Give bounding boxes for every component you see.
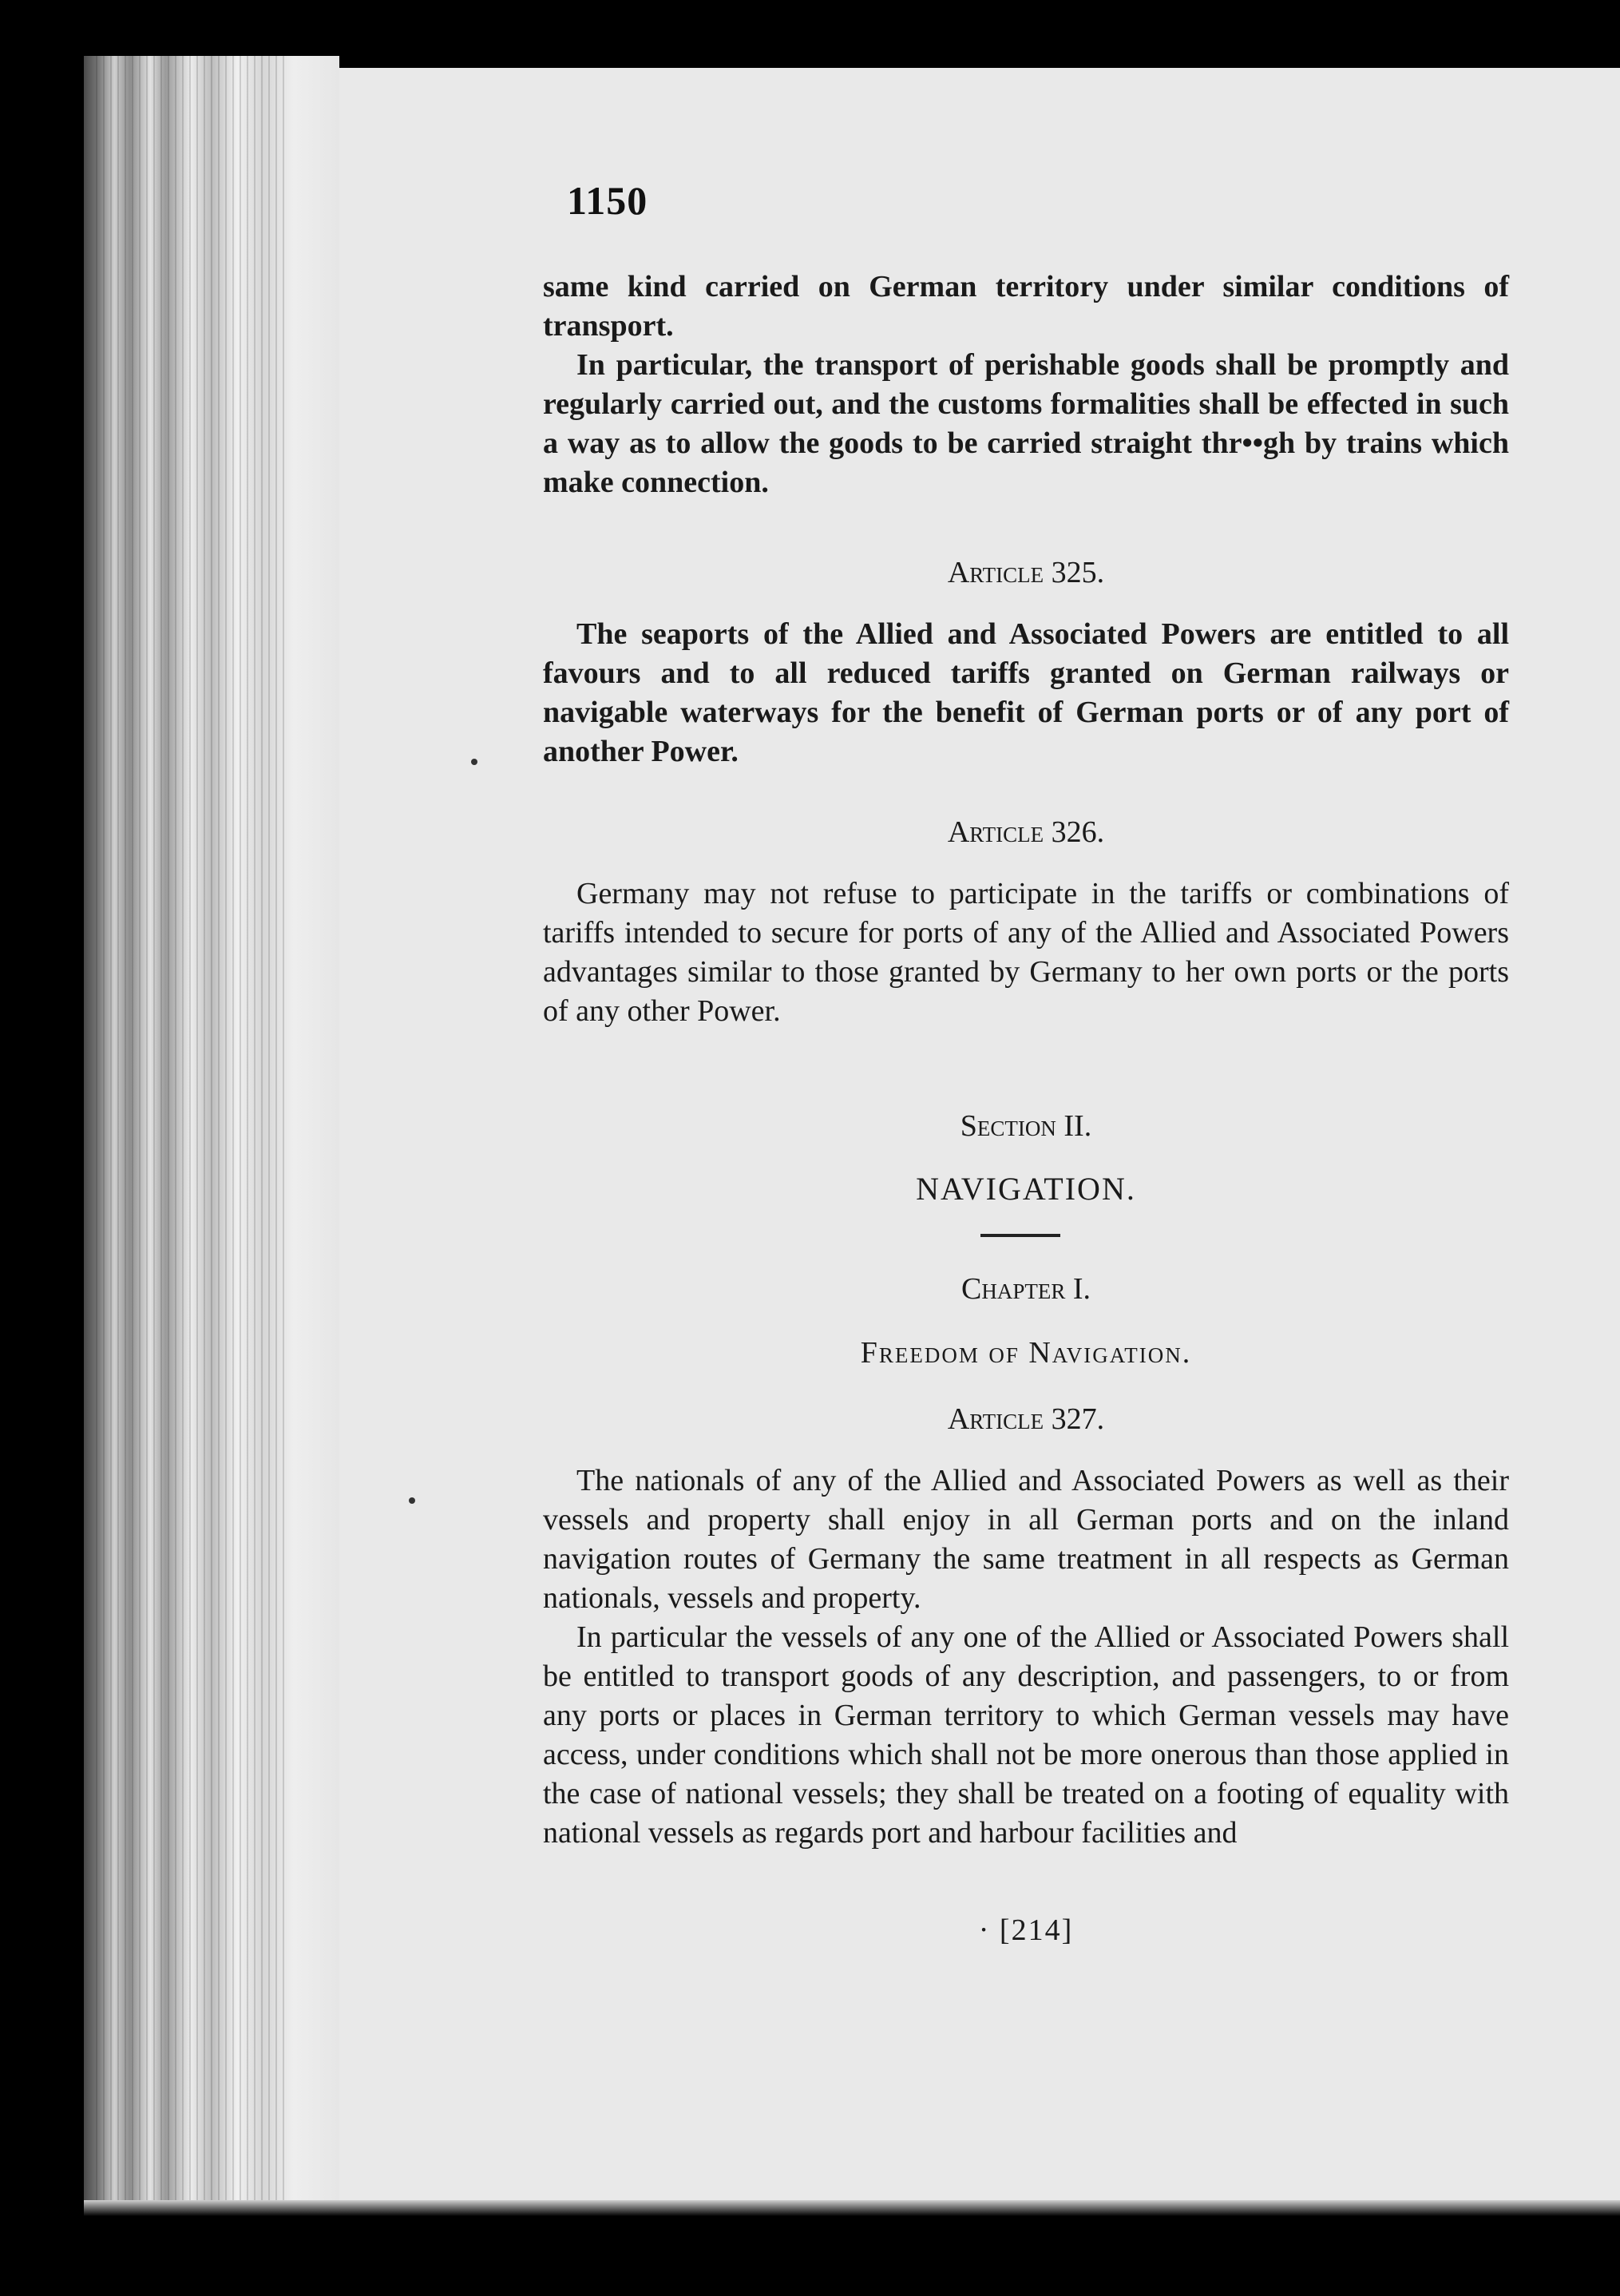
section-heading: Section II. bbox=[960, 1109, 1092, 1143]
article-325-heading: Article 325. bbox=[947, 556, 1105, 589]
speck bbox=[409, 1497, 415, 1504]
paragraph: The nationals of any of the Allied and Associated Powers as well as their vessels and property shall enjoy in all German ports and on the inland navigation routes of Germany the same treatment in all respects as German nationals, vessels and property. bbox=[543, 1464, 1509, 1615]
page-edges bbox=[96, 56, 287, 2208]
chapter-heading: Chapter I. bbox=[961, 1272, 1091, 1306]
article-326-heading: Article 326. bbox=[947, 815, 1105, 849]
paragraph: Germany may not refuse to participate in the tariffs or combinations of tariffs intended to secure for ports of any of the Allied and Associated Powers advantages similar to those granted by Germany to her own ports or the ports of any other Power. bbox=[543, 877, 1509, 1028]
divider bbox=[980, 1234, 1060, 1237]
chapter-title: Freedom of Navigation. bbox=[860, 1336, 1192, 1370]
paragraph: In particular, the transport of perishable goods shall be promptly and regularly carried out, and the customs formalities shall be effected in such a way as to allow the goods to be carried straight thr••gh by trains which make connection. bbox=[543, 348, 1509, 499]
article-327-text bbox=[543, 1461, 1509, 1853]
page-shadow bbox=[84, 2200, 1620, 2216]
opening-text bbox=[543, 268, 1509, 502]
page-footer: · [214] bbox=[978, 1913, 1074, 1947]
article-325-text bbox=[543, 615, 1509, 771]
article-327-heading: Article 327. bbox=[947, 1402, 1105, 1436]
page-number: 1150 bbox=[567, 178, 648, 223]
paragraph: In particular the vessels of any one of the Allied or Associated Powers shall be entitled to transport goods of any description, and passengers, to or from any ports or places in German territory to which German vessels may have access, under conditions which shall not be more onerous than those applied in the case of national vessels; they shall be treated on a footing of equality with national vessels as regards port and harbour facilities and bbox=[543, 1620, 1509, 1850]
paragraph: same kind carried on German territory under similar conditions of transport. bbox=[543, 270, 1509, 343]
section-title: NAVIGATION. bbox=[916, 1171, 1136, 1207]
speck bbox=[471, 759, 477, 765]
paragraph: The seaports of the Allied and Associated Powers are entitled to all favours and to all reduced tariffs granted on German railways or navigable waterways for the benefit of German ports or of any port of another Power. bbox=[543, 617, 1509, 768]
article-326-text bbox=[543, 874, 1509, 1031]
